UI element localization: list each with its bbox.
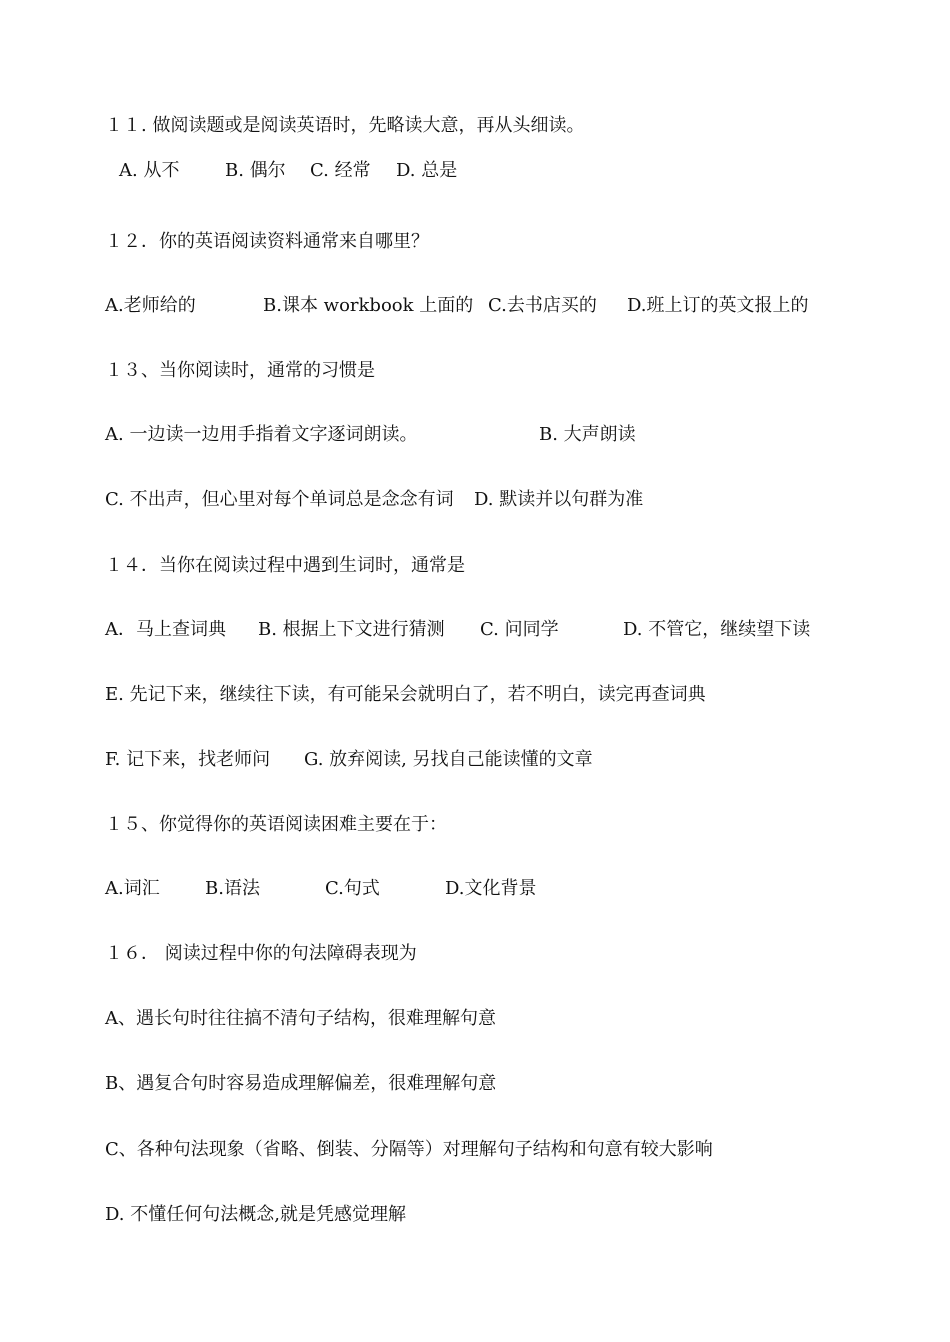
q14-option-b: B. 根据上下文进行猜测	[258, 619, 445, 640]
q14-option-f: F. 记下来，找老师问	[105, 749, 271, 770]
q14-option-e: E. 先记下来，继续往下读，有可能呆会就明白了，若不明白，读完再查词典	[105, 684, 706, 705]
q13-option-c: C. 不出声，但心里对每个单词总是念念有词	[105, 489, 454, 510]
q16-option-a: A、遇长句时往往搞不清句子结构，很难理解句意	[105, 1008, 496, 1029]
q12-option-d: D.班上订的英文报上的	[627, 295, 809, 316]
q12-option-b: B.课本 workbook 上面的	[263, 295, 474, 316]
q14-option-g: G. 放弃阅读, 另找自己能读懂的文章	[304, 749, 593, 770]
q13-option-b: B. 大声朗读	[539, 424, 636, 445]
q12-option-c: C.去书店买的	[488, 295, 597, 316]
q15-option-c: C.句式	[325, 878, 380, 899]
q16-option-d: D. 不懂任何句法概念,就是凭感觉理解	[105, 1204, 406, 1225]
q14-option-d: D. 不管它，继续望下读	[623, 619, 811, 640]
q11-option-a: A. 从不	[119, 160, 180, 181]
question-15: １５、你觉得你的英语阅读困难主要在于：	[105, 814, 447, 835]
q16-option-b: B、遇复合句时容易造成理解偏差，很难理解句意	[105, 1073, 497, 1094]
q11-option-b: B. 偶尔	[225, 160, 286, 181]
question-12: １２．你的英语阅读资料通常来自哪里？	[105, 231, 429, 252]
q15-option-b: B.语法	[205, 878, 260, 899]
q15-option-d: D.文化背景	[445, 878, 537, 899]
q14-option-c: C. 问同学	[480, 619, 559, 640]
q11-option-c: C. 经常	[310, 160, 371, 181]
question-11: １１. 做阅读题或是阅读英语时，先略读大意，再从头细读。	[105, 115, 585, 136]
question-16: １６． 阅读过程中你的句法障碍表现为	[105, 943, 417, 964]
question-13: １３、当你阅读时，通常的习惯是	[105, 360, 375, 381]
q16-option-c: C、各种句法现象（省略、倒装、分隔等）对理解句子结构和句意有较大影响	[105, 1139, 713, 1160]
q14-option-a: A．马上查词典	[105, 619, 226, 640]
q15-option-a: A.词汇	[105, 878, 160, 899]
q13-option-d: D. 默读并以句群为准	[474, 489, 644, 510]
q13-option-a: A. 一边读一边用手指着文字逐词朗读。	[105, 424, 418, 445]
question-14: １４．当你在阅读过程中遇到生词时，通常是	[105, 555, 465, 576]
q12-option-a: A.老师给的	[105, 295, 196, 316]
q11-option-d: D. 总是	[396, 160, 458, 181]
